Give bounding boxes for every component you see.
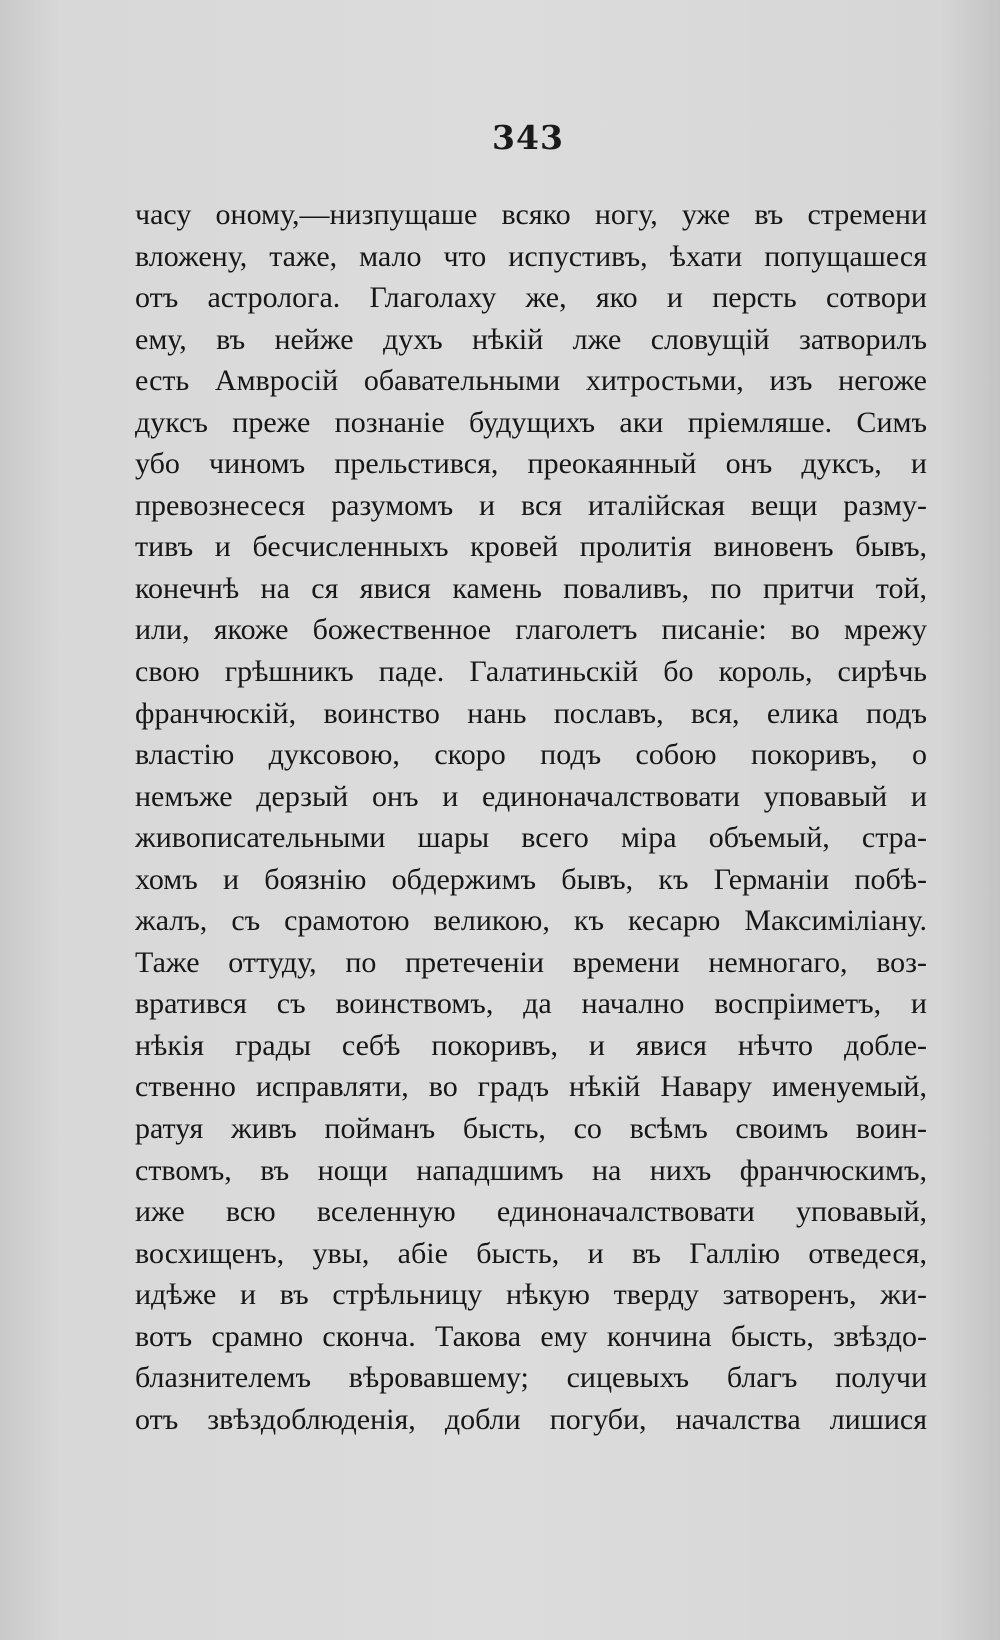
text-line: вотъ срамно скончa. Такова ему кончина бысть, звѣздо-: [135, 1319, 927, 1353]
text-line: живописательными шары всего міра объемый, стра-: [135, 821, 927, 855]
text-line: отъ астролога. Глаголаху же, яко и персть сотвори: [135, 281, 927, 315]
text-line: немъже дерзый онъ и единоначалствовати уповавый и: [135, 779, 927, 813]
body-text: [135, 194, 927, 1440]
text-line: превознесеся разумомъ и вся италійская вещи разму-: [135, 488, 927, 522]
text-line: конечнѣ на ся явися камень поваливъ, по притчи той,: [135, 571, 927, 605]
text-line: или, якоже божественное глаголетъ писаніе: во мрежу: [135, 613, 927, 647]
text-line: восхищенъ, увы, абіе бысть, и въ Галлію отведеся,: [135, 1236, 927, 1270]
text-line: ственно исправляти, во градъ нѣкій Навару именуемый,: [135, 1070, 927, 1104]
text-line: дуксъ преже познаніе будущихъ аки пріемляше. Симъ: [135, 405, 927, 439]
text-line: вратився съ воинствомъ, да начално воспріиметъ, и: [135, 987, 927, 1021]
text-line: ему, въ нейже духъ нѣкій лже словущій затворилъ: [135, 322, 927, 356]
text-line: есть Амвросій обавательными хитростьми, изъ негоже: [135, 364, 927, 398]
text-line: Таже оттуду, по претеченіи времени немногаго, воз-: [135, 945, 927, 979]
page-number: 343: [492, 118, 564, 157]
text-line: ратуя живъ пойманъ бысть, со всѣмъ своимъ воин-: [135, 1112, 927, 1146]
text-line: убо чиномъ прельстився, преокаянный онъ дуксъ, и: [135, 447, 927, 481]
text-line: жалъ, съ срамотою великою, къ кесарю Максиміліану.: [135, 904, 927, 938]
text-line: часу оному,—низпущаше всяко ногу, уже въ стремени: [135, 198, 927, 231]
text-line: тивъ и бесчисленныхъ кровей пролитія виновенъ бывъ,: [135, 530, 927, 564]
text-line: ствомъ, въ нощи нападшимъ на нихъ франчюскимъ,: [135, 1153, 927, 1187]
text-line: иже всю вселенную единоначалствовати уповавый,: [135, 1195, 927, 1229]
text-line: идѣже и въ стрѣльницу нѣкую тверду затворенъ, жи-: [135, 1278, 927, 1312]
text-line: нѣкія грады себѣ покоривъ, и явися нѣчто добле-: [135, 1028, 927, 1062]
text-line: отъ звѣздоблюденія, добли погуби, начaлства лишися: [135, 1402, 927, 1436]
text-line: хомъ и боязнію обдержимъ бывъ, къ Германіи побѣ-: [135, 862, 927, 896]
text-line: властію дуксовою, скоро подъ собою покоривъ, о: [135, 738, 927, 772]
text-line: свою грѣшникъ паде. Галатиньскій бо король, сирѣчь: [135, 655, 927, 689]
text-line: франчюскій, воинство нань пославъ, вся, елика подъ: [135, 696, 927, 730]
text-line: вложену, таже, мало что испустивъ, ѣхати попущашеся: [135, 239, 927, 273]
text-line: блазнителемъ вѣровавшему; сицевыхъ благъ получи: [135, 1361, 927, 1395]
